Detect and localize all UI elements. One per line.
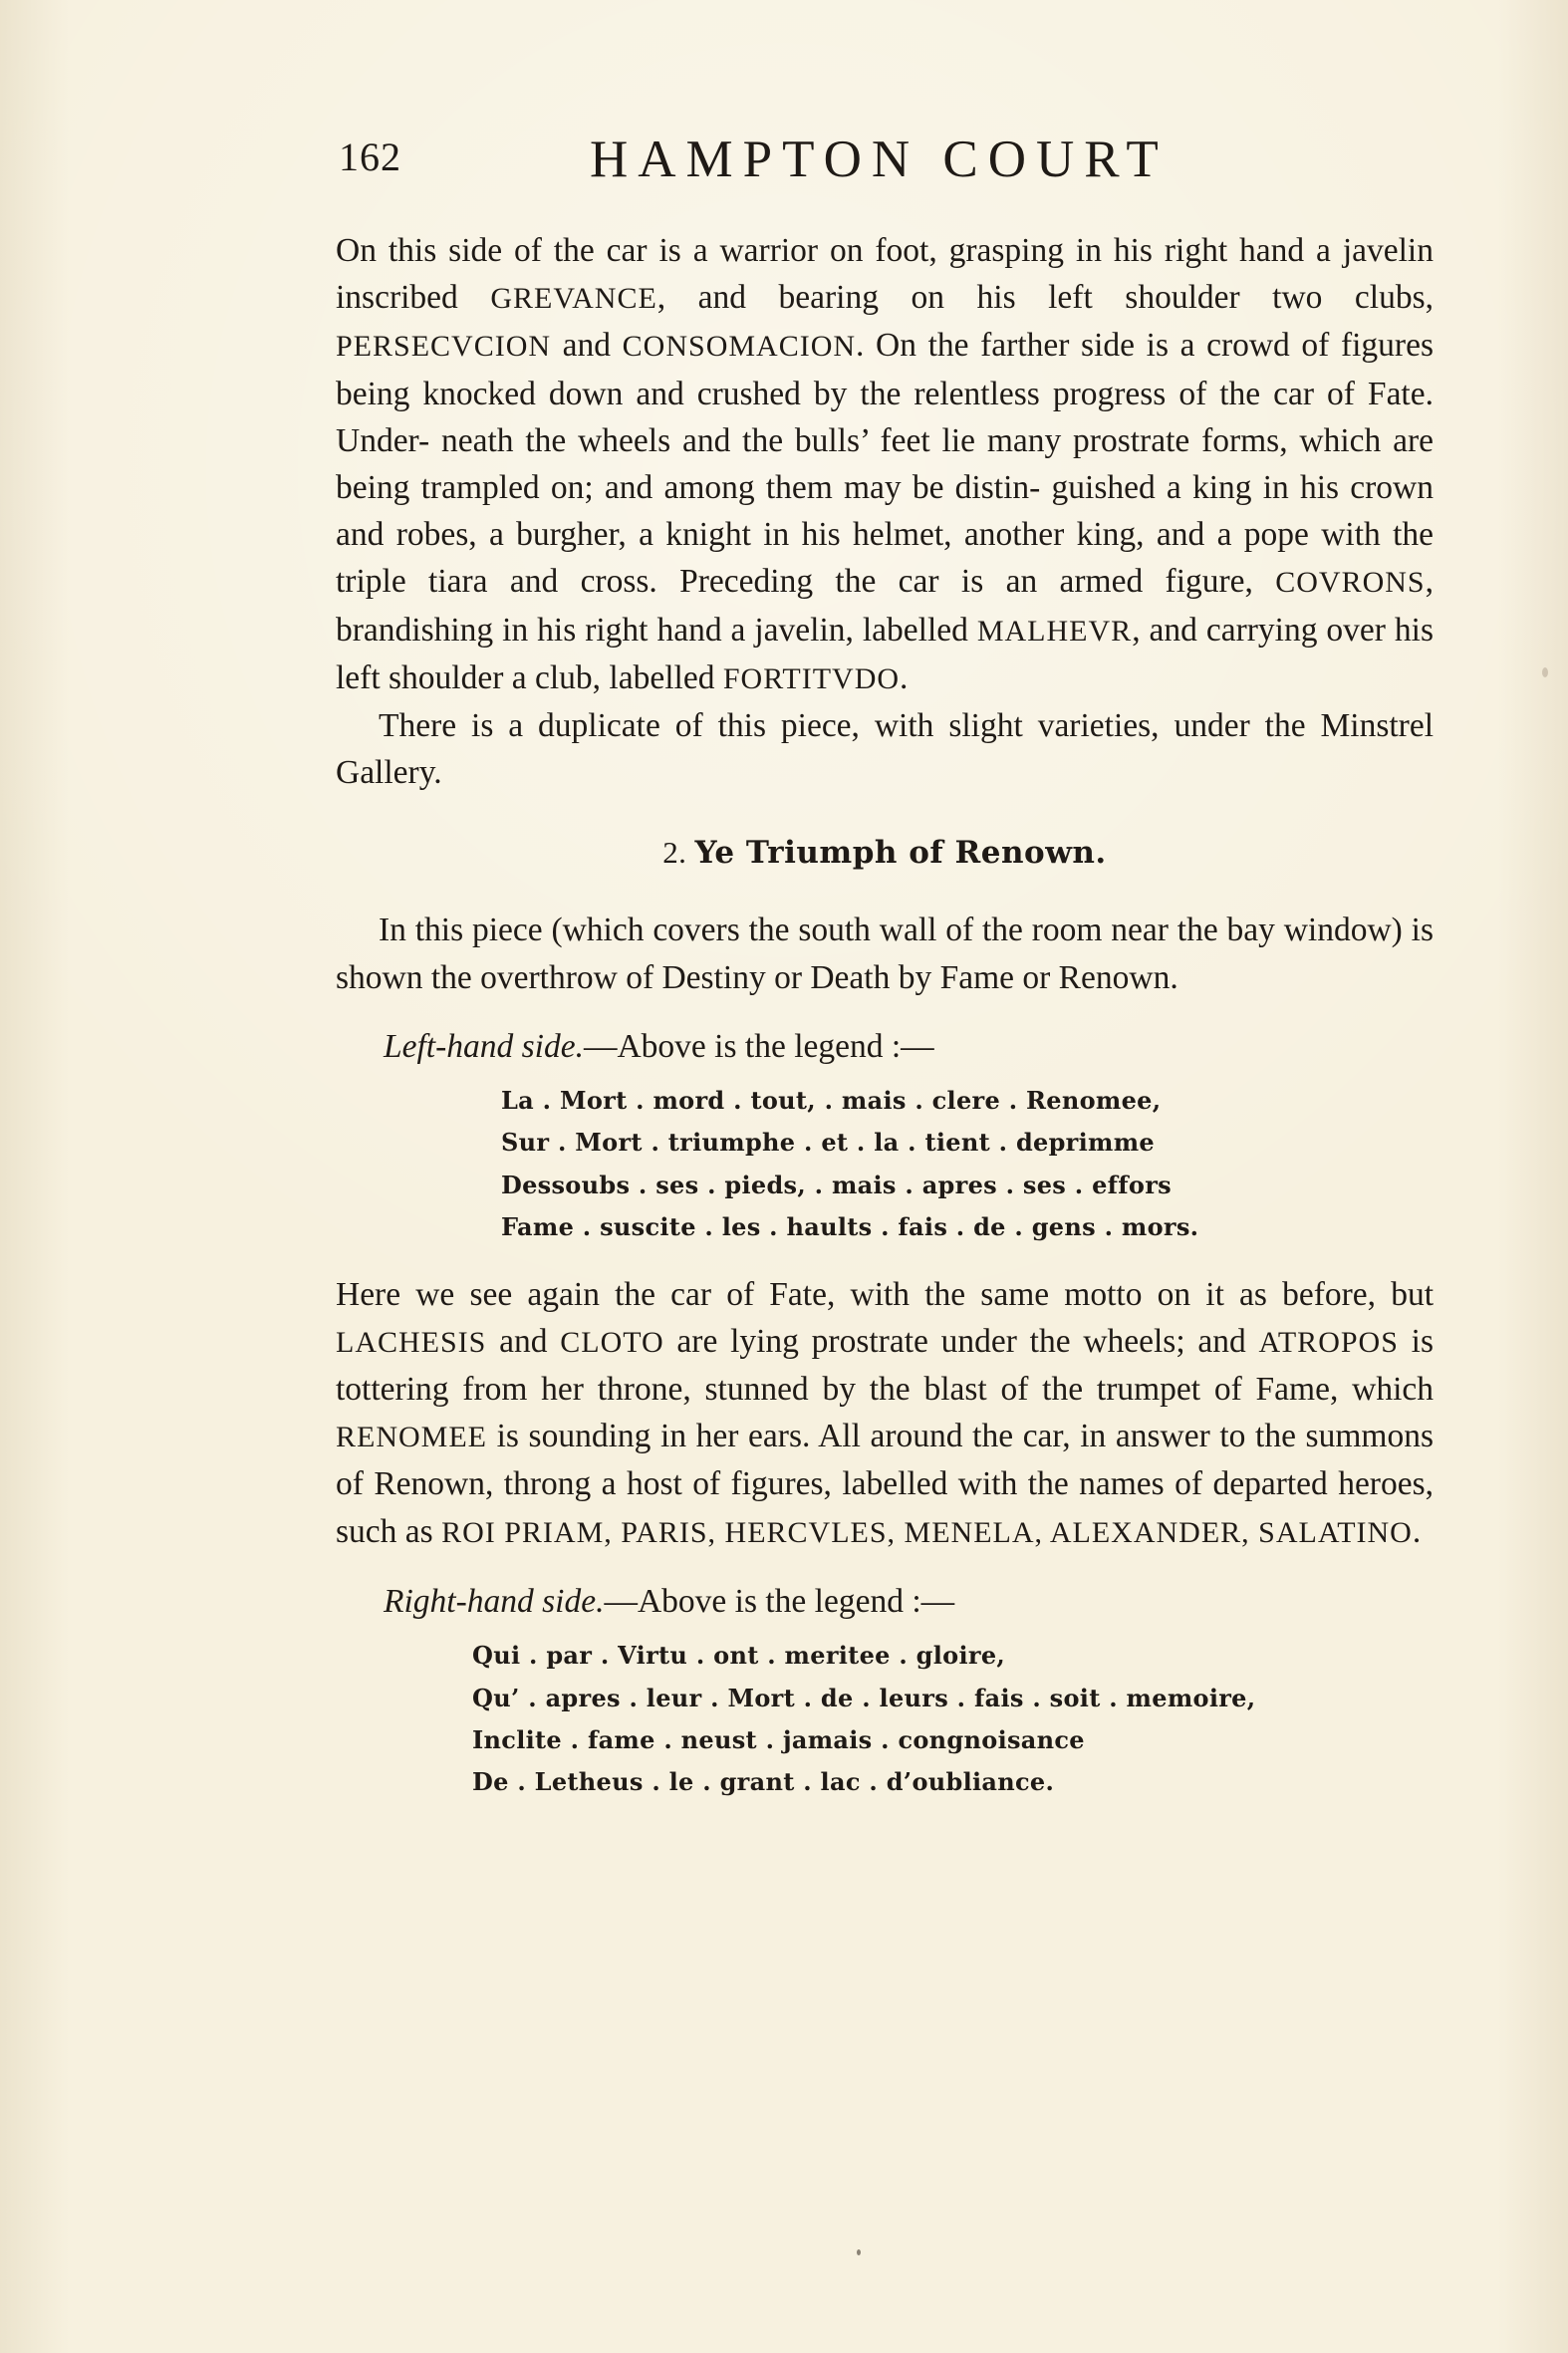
name-atropos: ATROPOS bbox=[1258, 1325, 1399, 1359]
inscription-malhevr: MALHEVR bbox=[976, 614, 1133, 648]
text-line-12a: shoulder a club, labelled bbox=[389, 658, 723, 696]
spacer-small bbox=[336, 1070, 1434, 1080]
car-text-2: and bbox=[486, 1322, 561, 1360]
inscription-covrons: COVRONS bbox=[1275, 566, 1426, 600]
main-text bbox=[336, 227, 1434, 1804]
text-line-10a: Preceding the car is an armed figure, bbox=[679, 563, 1276, 601]
car-text-6: . bbox=[1412, 1512, 1422, 1550]
text-line-10b: , brandishing in his bbox=[336, 563, 1434, 649]
section-number: 2. bbox=[662, 835, 687, 871]
inscription-grevance: GREVANCE bbox=[490, 282, 657, 316]
text-line-11a: right hand a javelin, labelled bbox=[585, 611, 977, 649]
spacer-small bbox=[336, 1625, 1434, 1635]
paragraph-warrior-description bbox=[336, 227, 1434, 702]
page-number: 162 bbox=[339, 134, 401, 179]
left-side-label-tail: —Above is the legend :— bbox=[583, 1027, 934, 1065]
name-lachesis: LACHESIS bbox=[336, 1325, 487, 1359]
inscription-persecvcion: PERSECVCION bbox=[336, 330, 552, 364]
text-line-12b: . bbox=[900, 658, 909, 696]
text-line-9: helmet, another king, and a pope with the triple tiara and cross. bbox=[336, 516, 1435, 601]
inscription-consomacion: CONSOMACION bbox=[622, 330, 857, 364]
paragraph-duplicate-note: There is a duplicate of this piece, with slight varieties, under the Minstrel Gallery. bbox=[336, 707, 1434, 792]
running-head: HAMPTON COURT bbox=[590, 131, 1169, 188]
text-line-3a: shoulder two clubs, bbox=[1125, 279, 1435, 317]
car-text-4: is tottering from her throne, stunned by the blast of the trumpet of Fame, which bbox=[336, 1322, 1434, 1409]
right-side-heading bbox=[336, 1578, 1434, 1625]
left-verse-line-3: Dessoubs . ses . pieds, . mais . apres . ses . effors bbox=[501, 1170, 1172, 1199]
left-side-heading bbox=[336, 1023, 1434, 1070]
paragraph-car-of-fate bbox=[336, 1271, 1434, 1556]
text-line-5: crushed by the relentless progress of the car of Fate. Under- bbox=[336, 375, 1434, 459]
text-line-6: neath the wheels and the bulls’ feet lie many prostrate forms, bbox=[441, 421, 1288, 459]
spacer bbox=[336, 1556, 1434, 1578]
paragraph-renown-intro: In this piece (which covers the south wall of the room near the bay window) is shown the overthrow of Destiny or Death by Fame or Renown. bbox=[336, 912, 1434, 996]
car-text-1: Here we see again the car of Fate, with the same motto on it as before, but bbox=[336, 1275, 1434, 1313]
section-title bbox=[336, 833, 1434, 873]
text-line-2b: , and bearing on his left bbox=[656, 279, 1093, 317]
car-text-3: are lying prostrate under the wheels; and bbox=[663, 1322, 1259, 1360]
page-speck-side bbox=[1542, 667, 1548, 677]
left-side-label: Left-hand side. bbox=[384, 1027, 584, 1065]
left-verse-line-1: La . Mort . mord . tout, . mais . clere . Renomee, bbox=[501, 1086, 1162, 1116]
right-verse-line-2: Qu’ . apres . leur . Mort . de . leurs . fais . soit . memoire, bbox=[472, 1683, 1256, 1712]
text-line-2a: hand a javelin inscribed bbox=[336, 232, 1434, 317]
inscription-fortitvdo: FORTITVDO bbox=[722, 661, 901, 695]
right-side-label: Right-hand side. bbox=[384, 1582, 605, 1620]
text-line-8: guished a king in his crown and robes, a burgher, a knight in his bbox=[336, 469, 1435, 554]
text-line-3c: . On the bbox=[856, 327, 969, 365]
hero-names: ROI PRIAM, PARIS, HERCVLES, MENELA, ALEXANDER, SALATINO bbox=[441, 1515, 1413, 1549]
car-text-5: is sounding in her ears. All around the car, in answer to the summons of Renown, throng a host of figures, labelled with the names of departed heroes, such as bbox=[336, 1418, 1434, 1550]
right-side-label-tail: —Above is the legend :— bbox=[604, 1582, 955, 1620]
text-line-4: farther side is a crowd of figures being knocked down and bbox=[336, 327, 1434, 412]
text-line-1: On this side of the car is a warrior on foot, grasping in his right bbox=[336, 232, 1228, 269]
right-verse-line-1: Qui . par . Virtu . ont . meritee . gloire, bbox=[472, 1641, 1006, 1671]
right-verse-line-3: Inclite . fame . neust . jamais . congnoisance bbox=[472, 1724, 1085, 1754]
page-header bbox=[339, 130, 1435, 199]
text-line-3b: and bbox=[551, 327, 623, 365]
text-line-11b: , and carrying over his left bbox=[336, 611, 1434, 696]
page-speck-bottom bbox=[857, 2249, 861, 2255]
text-line-7: which are being trampled on; and among them may be distin- bbox=[336, 421, 1434, 507]
right-verse-line-4: De . Letheus . le . grant . lac . d’oubliance. bbox=[472, 1767, 1055, 1797]
left-verse-line-4: Fame . suscite . les . haults . fais . de . gens . mors. bbox=[501, 1212, 1199, 1242]
spacer bbox=[336, 1001, 1434, 1023]
name-cloto: CLOTO bbox=[560, 1325, 664, 1359]
name-renomee: RENOMEE bbox=[336, 1421, 487, 1454]
left-verse-line-2: Sur . Mort . triumphe . et . la . tient . deprimme bbox=[501, 1128, 1156, 1158]
section-title-text: Ye Triumph of Renown. bbox=[694, 835, 1107, 872]
spacer bbox=[336, 1249, 1434, 1271]
